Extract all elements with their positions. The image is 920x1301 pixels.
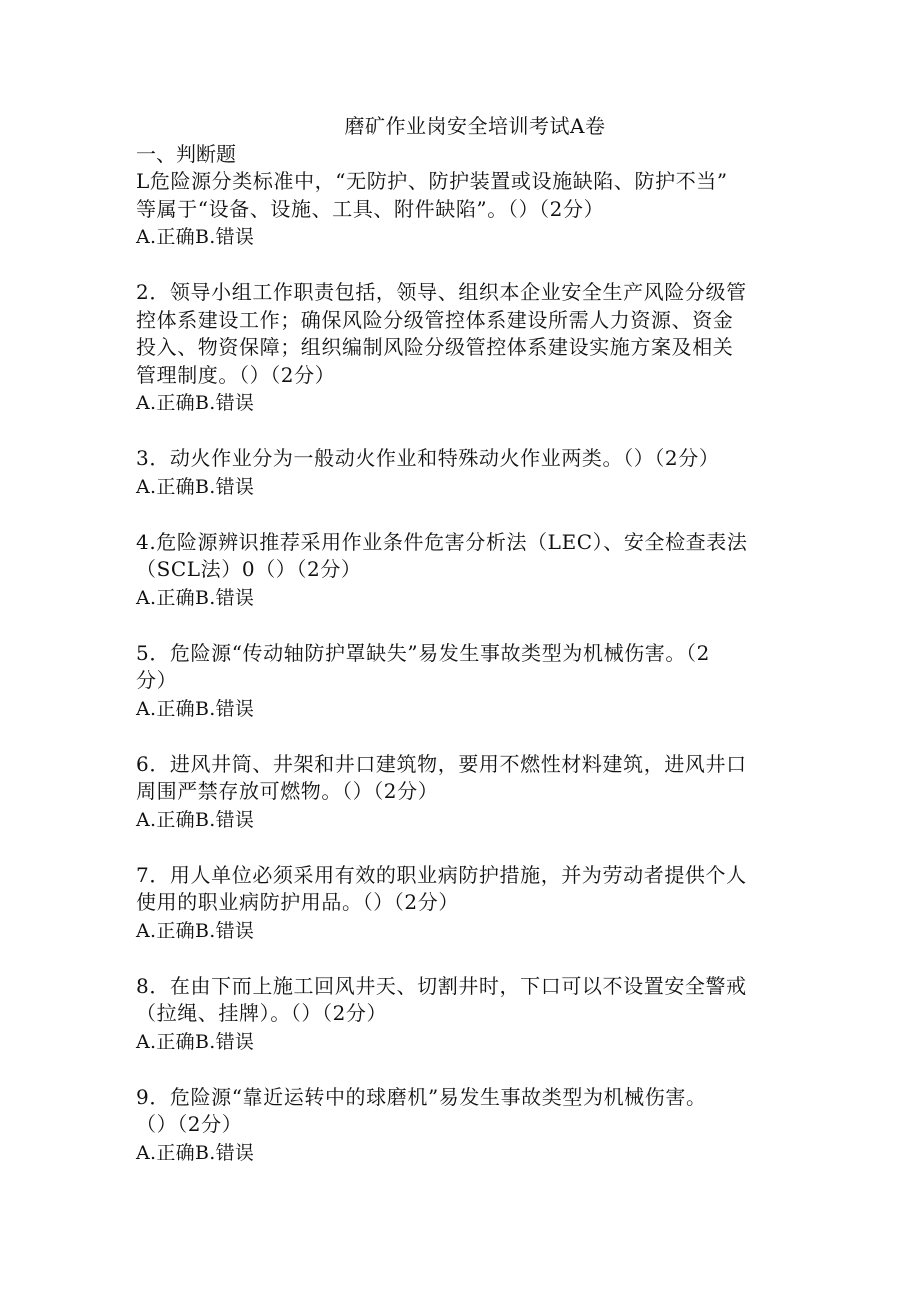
question-9-options: A.正确B.错误 [136,1141,255,1164]
question-2-line-2: 控体系建设工作；确保风险分级管控体系建设所需人力资源、资金 [136,307,734,332]
question-6 [136,751,786,834]
question-8-line-1: 8．在由下而上施工回风井天、切割井时，下口可以不设置安全警戒 [136,973,747,998]
question-8 [136,973,786,1056]
question-7 [136,862,786,945]
question-3 [136,445,786,501]
question-1-line-2: 等属于“设备、设施、工具、附件缺陷”。（）（2分） [136,196,605,221]
question-9-line-2: （）（2分） [136,1112,243,1136]
question-5-line-1: 5．危险源“传动轴防护罩缺失”易发生事故类型为机械伤害。（2 [136,640,710,665]
question-6-line-2: 周围严禁存放可燃物。（）（2分） [136,779,439,803]
question-9-line-1: 9．危险源“靠近运转中的球磨机”易发生事故类型为机械伤害。 [136,1084,707,1109]
question-5-options: A.正确B.错误 [136,697,255,720]
question-8-line-2: （拉绳、挂牌）。（）（2分） [136,1001,388,1025]
question-4-options: A.正确B.错误 [136,586,255,609]
question-2-line-1: 2．领导小组工作职责包括，领导、组织本企业安全生产风险分级管 [136,280,747,304]
question-4-line-1: 4.危险源辨识推荐采用作业条件危害分析法（LEC）、安全检查表法 [136,529,748,554]
question-5 [136,640,786,723]
question-2-line-3: 投入、物资保障；组织编制风险分级管控体系建设实施方案及相关 [136,335,734,359]
question-6-line-1: 6．进风井筒、井架和井口建筑物，要用不燃性材料建筑，进风井口 [136,751,747,776]
question-2 [136,279,786,417]
question-1-options: A.正确B.错误 [136,226,255,248]
question-3-line-1: 3．动火作业分为一般动火作业和特殊动火作业两类。（）（2分） [136,446,720,470]
exam-title: 磨矿作业岗安全培训考试A卷 [344,114,606,138]
question-7-options: A.正确B.错误 [136,919,255,942]
question-7-line-2: 使用的职业病防护用品。（）（2分） [136,890,459,914]
section-heading: 一、判断题 [136,142,236,166]
question-2-options: A.正确B.错误 [136,392,255,414]
question-4-line-2: （SCL法）0（）（2分） [136,557,362,581]
question-8-options: A.正确B.错误 [136,1030,255,1053]
exam-page [136,112,786,1167]
question-6-options: A.正确B.错误 [136,808,255,831]
question-9 [136,1084,786,1167]
question-7-line-1: 7．用人单位必须采用有效的职业病防护措施，并为劳动者提供个人 [136,862,747,887]
question-1-line-1: L危险源分类标准中，“无防护、防护装置或设施缺陷、防护不当” [136,169,728,193]
question-1 [136,168,786,251]
question-2-line-4: 管理制度。（）（2分） [136,362,336,387]
question-3-options: A.正确B.错误 [136,475,255,498]
question-5-line-2: 分） [136,668,178,692]
question-4 [136,529,786,612]
